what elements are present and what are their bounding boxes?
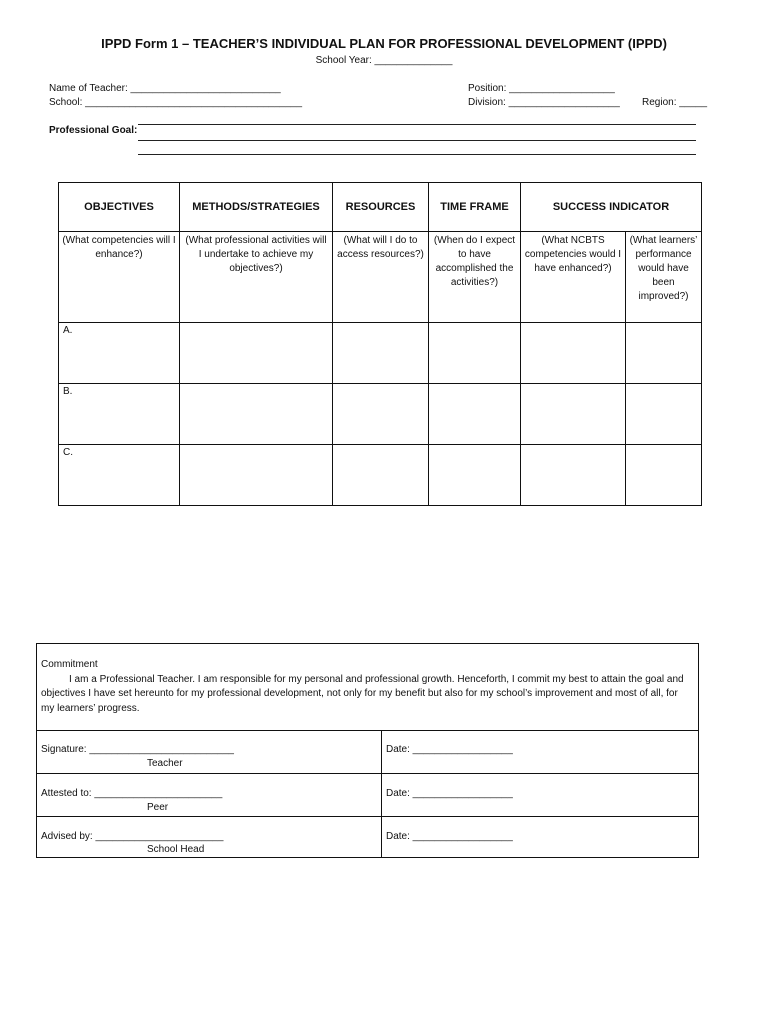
prompt-learners: (What learners’ performance would have been improved?) [626,232,702,323]
commitment-body: I am a Professional Teacher. I am responsible for my personal and professional growth. Henceforth, I commit my best to attain the goal and objectives I have set hereunto for my professional development, not only for my benefit but also for my school’s improvement and most of all, for my learners’ progress. [41,673,684,714]
table-cell[interactable] [333,384,429,445]
professional-goal-line-1[interactable] [138,124,696,125]
signature-role-label: Teacher [147,758,183,769]
header-methods-strategies: METHODS/STRATEGIES [180,183,333,232]
table-cell[interactable] [180,445,333,506]
attested-date-field[interactable]: Date: __________________ [386,788,513,799]
table-row [59,384,702,445]
attested-to-field[interactable]: Attested to: _______________________ [41,788,223,799]
table-header-row [59,183,702,232]
commitment-heading: Commitment [41,659,98,670]
division-field[interactable]: Division: ____________________ [468,97,620,108]
table-cell[interactable] [333,445,429,506]
table-cell[interactable] [180,384,333,445]
table-cell[interactable] [521,323,626,384]
row-label-b[interactable]: B. [59,384,180,445]
divider [37,816,698,817]
column-divider [381,730,382,857]
header-success-indicator: SUCCESS INDICATOR [521,183,702,232]
form-title: IPPD Form 1 – TEACHER’S INDIVIDUAL PLAN FOR PROFESSIONAL DEVELOPMENT (IPPD) [101,36,667,51]
header-time-frame: TIME FRAME [429,183,521,232]
row-label-c[interactable]: C. [59,445,180,506]
signature-field[interactable]: Signature: __________________________ [41,744,234,755]
position-field[interactable]: Position: ___________________ [468,83,615,94]
advised-role-label: School Head [147,844,205,855]
table-cell[interactable] [429,384,521,445]
commitment-text [41,658,693,716]
advised-date-field[interactable]: Date: __________________ [386,831,513,842]
professional-goal-line-2[interactable] [138,140,696,141]
prompt-resources: (What will I do to access resources?) [333,232,429,323]
header-resources: RESOURCES [333,183,429,232]
region-field[interactable]: Region: _____ [642,97,708,108]
table-prompt-row [59,232,702,323]
professional-goal-line-3[interactable] [138,154,696,155]
row-label-a[interactable]: A. [59,323,180,384]
prompt-ncbts: (What NCBTS competencies would I have enhanced?) [521,232,626,323]
prompt-time-frame: (When do I expect to have accomplished the activities?) [429,232,521,323]
table-cell[interactable] [429,323,521,384]
prompt-methods: (What professional activities will I undertake to achieve my objectives?) [180,232,333,323]
prompt-objectives: (What competencies will I enhance?) [59,232,180,323]
divider [37,730,698,731]
divider [37,773,698,774]
school-year-field[interactable]: School Year: ______________ [315,55,453,66]
signature-date-field[interactable]: Date: __________________ [386,744,513,755]
header-objectives: OBJECTIVES [59,183,180,232]
table-cell[interactable] [429,445,521,506]
table-cell[interactable] [333,323,429,384]
attested-role-label: Peer [147,802,169,813]
table-cell[interactable] [626,323,702,384]
commitment-box [36,643,699,858]
table-row [59,323,702,384]
name-of-teacher-field[interactable]: Name of Teacher: ___________________________ [49,83,281,94]
table-row [59,445,702,506]
table-cell[interactable] [521,445,626,506]
advised-by-field[interactable]: Advised by: _______________________ [41,831,224,842]
table-cell[interactable] [521,384,626,445]
table-cell[interactable] [626,384,702,445]
table-cell[interactable] [180,323,333,384]
plan-table [58,182,702,506]
school-field[interactable]: School: _______________________________________ [49,97,303,108]
table-cell[interactable] [626,445,702,506]
professional-goal-label: Professional Goal: [49,125,138,136]
